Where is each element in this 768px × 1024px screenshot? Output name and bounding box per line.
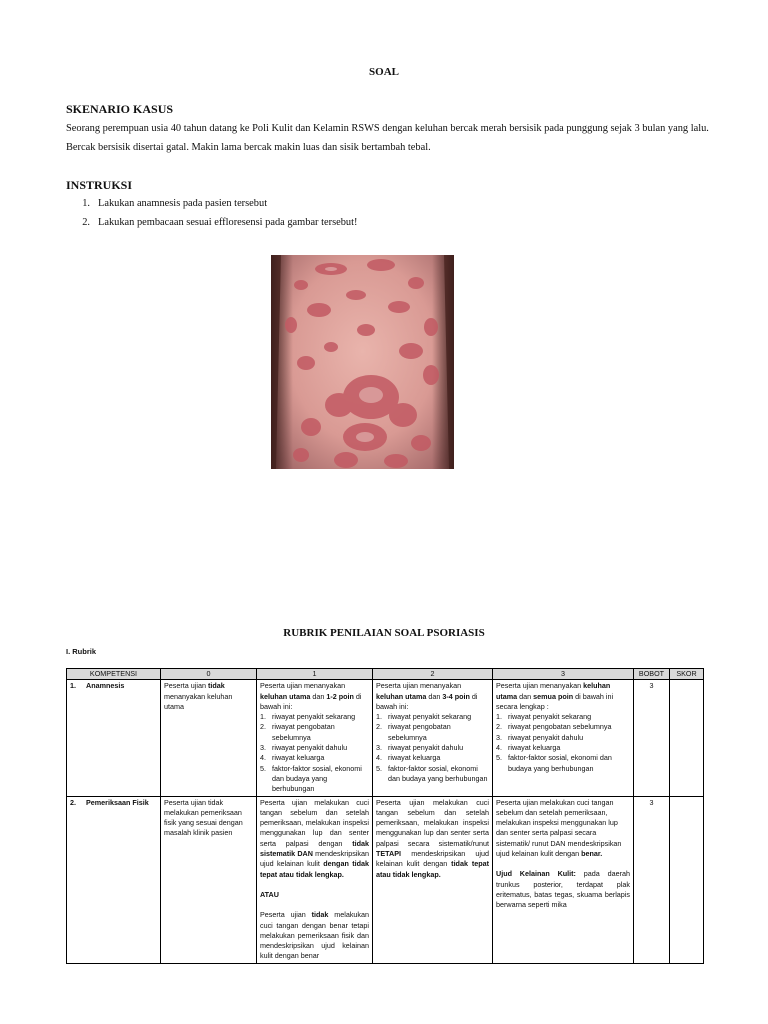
table-row (67, 680, 704, 796)
col-header: 2 (373, 669, 493, 680)
col-header: 3 (493, 669, 634, 680)
col-header: 0 (161, 669, 257, 680)
instruksi-list (66, 194, 357, 232)
rubrik-subheading: I. Rubrik (66, 647, 97, 656)
score-1-cell: Peserta ujian melakukan cuci tangan sebelum dan setelah pemeriksaan, melakukan inspeksi menggunakan lup dan senter serta palpasi dengan tidak sistematik DAN mendeskripsikan ujud kelainan kulit dengan tidak tepat atau tidak lengkap. ATAU Peserta ujian tidak melakukan cuci tangan dengan benar tetapi melakukan pemeriksaan fisik dan mendeskripsikan ujud kelainan kulit dengan benar (257, 796, 373, 963)
score-0-cell: Peserta ujian tidak melakukan pemeriksaan fisik yang sesuai dengan masalah klinik pasien (161, 796, 257, 963)
score-2-cell: Peserta ujian melakukan cuci tangan sebelum dan setelah pemeriksaan, melakukan inspeksi menggunakan lup dan senter serta palpasi secara sistematik/runut TETAPI mendeskripsikan ujud kelainan kulit dengan tidak tepat atau tidak lengkap. (373, 796, 493, 963)
table-row (67, 796, 704, 963)
rubric-table (66, 668, 704, 964)
score-3-cell: Peserta ujian menanyakan keluhan utama dan semua poin di bawah ini secara lengkap : 1. riwayat penyakit sekarang 2. riwayat pengobatan sebelumnya 3. riwayat penyakit dahulu 4. riwayat keluarga 5. faktor-faktor sosial, ekonomi dan budaya yang berhubungan (493, 680, 634, 796)
skenario-text: Seorang perempuan usia 40 tahun datang ke Poli Kulit dan Kelamin RSWS dengan keluhan bercak merah bersisik pada punggung sejak 3 bulan yang lalu. Bercak bersisik disertai gatal. Makin lama bercak makin luas dan sisik bertambah tebal. (66, 123, 709, 153)
score-3-cell: Peserta ujian melakukan cuci tangan sebelum dan setelah pemeriksaan, melakukan inspeksi menggunakan lup dan senter serta palpasi secara sistematik/ runut DAN mendeskripsikan ujud kelainan kulit dengan benar. Ujud Kelainan Kulit: pada daerah trunkus posterior, terdapat plak eritematus, batas tegas, skuama berlapis berwarna seperti mika (493, 796, 634, 963)
instruksi-item: 2. Lakukan pembacaan sesuai effloresensi pada gambar tersebut! (82, 217, 358, 228)
page-title: SOAL (369, 66, 399, 78)
instruksi-heading: INSTRUKSI (66, 178, 133, 192)
rubrik-title: RUBRIK PENILAIAN SOAL PSORIASIS (283, 627, 485, 639)
competency-cell: 2. Pemeriksaan Fisik (67, 796, 161, 963)
table-header-row (67, 669, 704, 680)
skor-cell[interactable] (670, 680, 704, 796)
instruksi-item: 1. Lakukan anamnesis pada pasien tersebut (82, 198, 268, 209)
competency-cell: 1. Anamnesis (67, 680, 161, 796)
col-header: SKOR (670, 669, 704, 680)
score-2-cell: Peserta ujian menanyakan keluhan utama dan 3-4 poin di bawah ini: 1. riwayat penyakit sekarang 2. riwayat pengobatan sebelumnya 3. riwayat penyakit dahulu 4. riwayat keluarga 5. faktor-faktor sosial, ekonomi dan budaya yang berhubungan (373, 680, 493, 796)
score-1-cell: Peserta ujian menanyakan keluhan utama dan 1-2 poin di bawah ini: 1. riwayat penyakit sekarang 2. riwayat pengobatan sebelumnya 3. riwayat penyakit dahulu 4. riwayat keluarga 5. faktor-faktor sosial, ekonomi dan budaya yang berhubungan (257, 680, 373, 796)
skor-cell[interactable] (670, 796, 704, 963)
col-header: 1 (257, 669, 373, 680)
bobot-cell: 3 (634, 680, 670, 796)
skenario-heading: SKENARIO KASUS (66, 102, 174, 116)
col-header: KOMPETENSI (67, 669, 161, 680)
bobot-cell: 3 (634, 796, 670, 963)
psoriasis-back-photo (271, 255, 454, 469)
col-header: BOBOT (634, 669, 670, 680)
score-0-cell: Peserta ujian tidak menanyakan keluhan utama (161, 680, 257, 796)
